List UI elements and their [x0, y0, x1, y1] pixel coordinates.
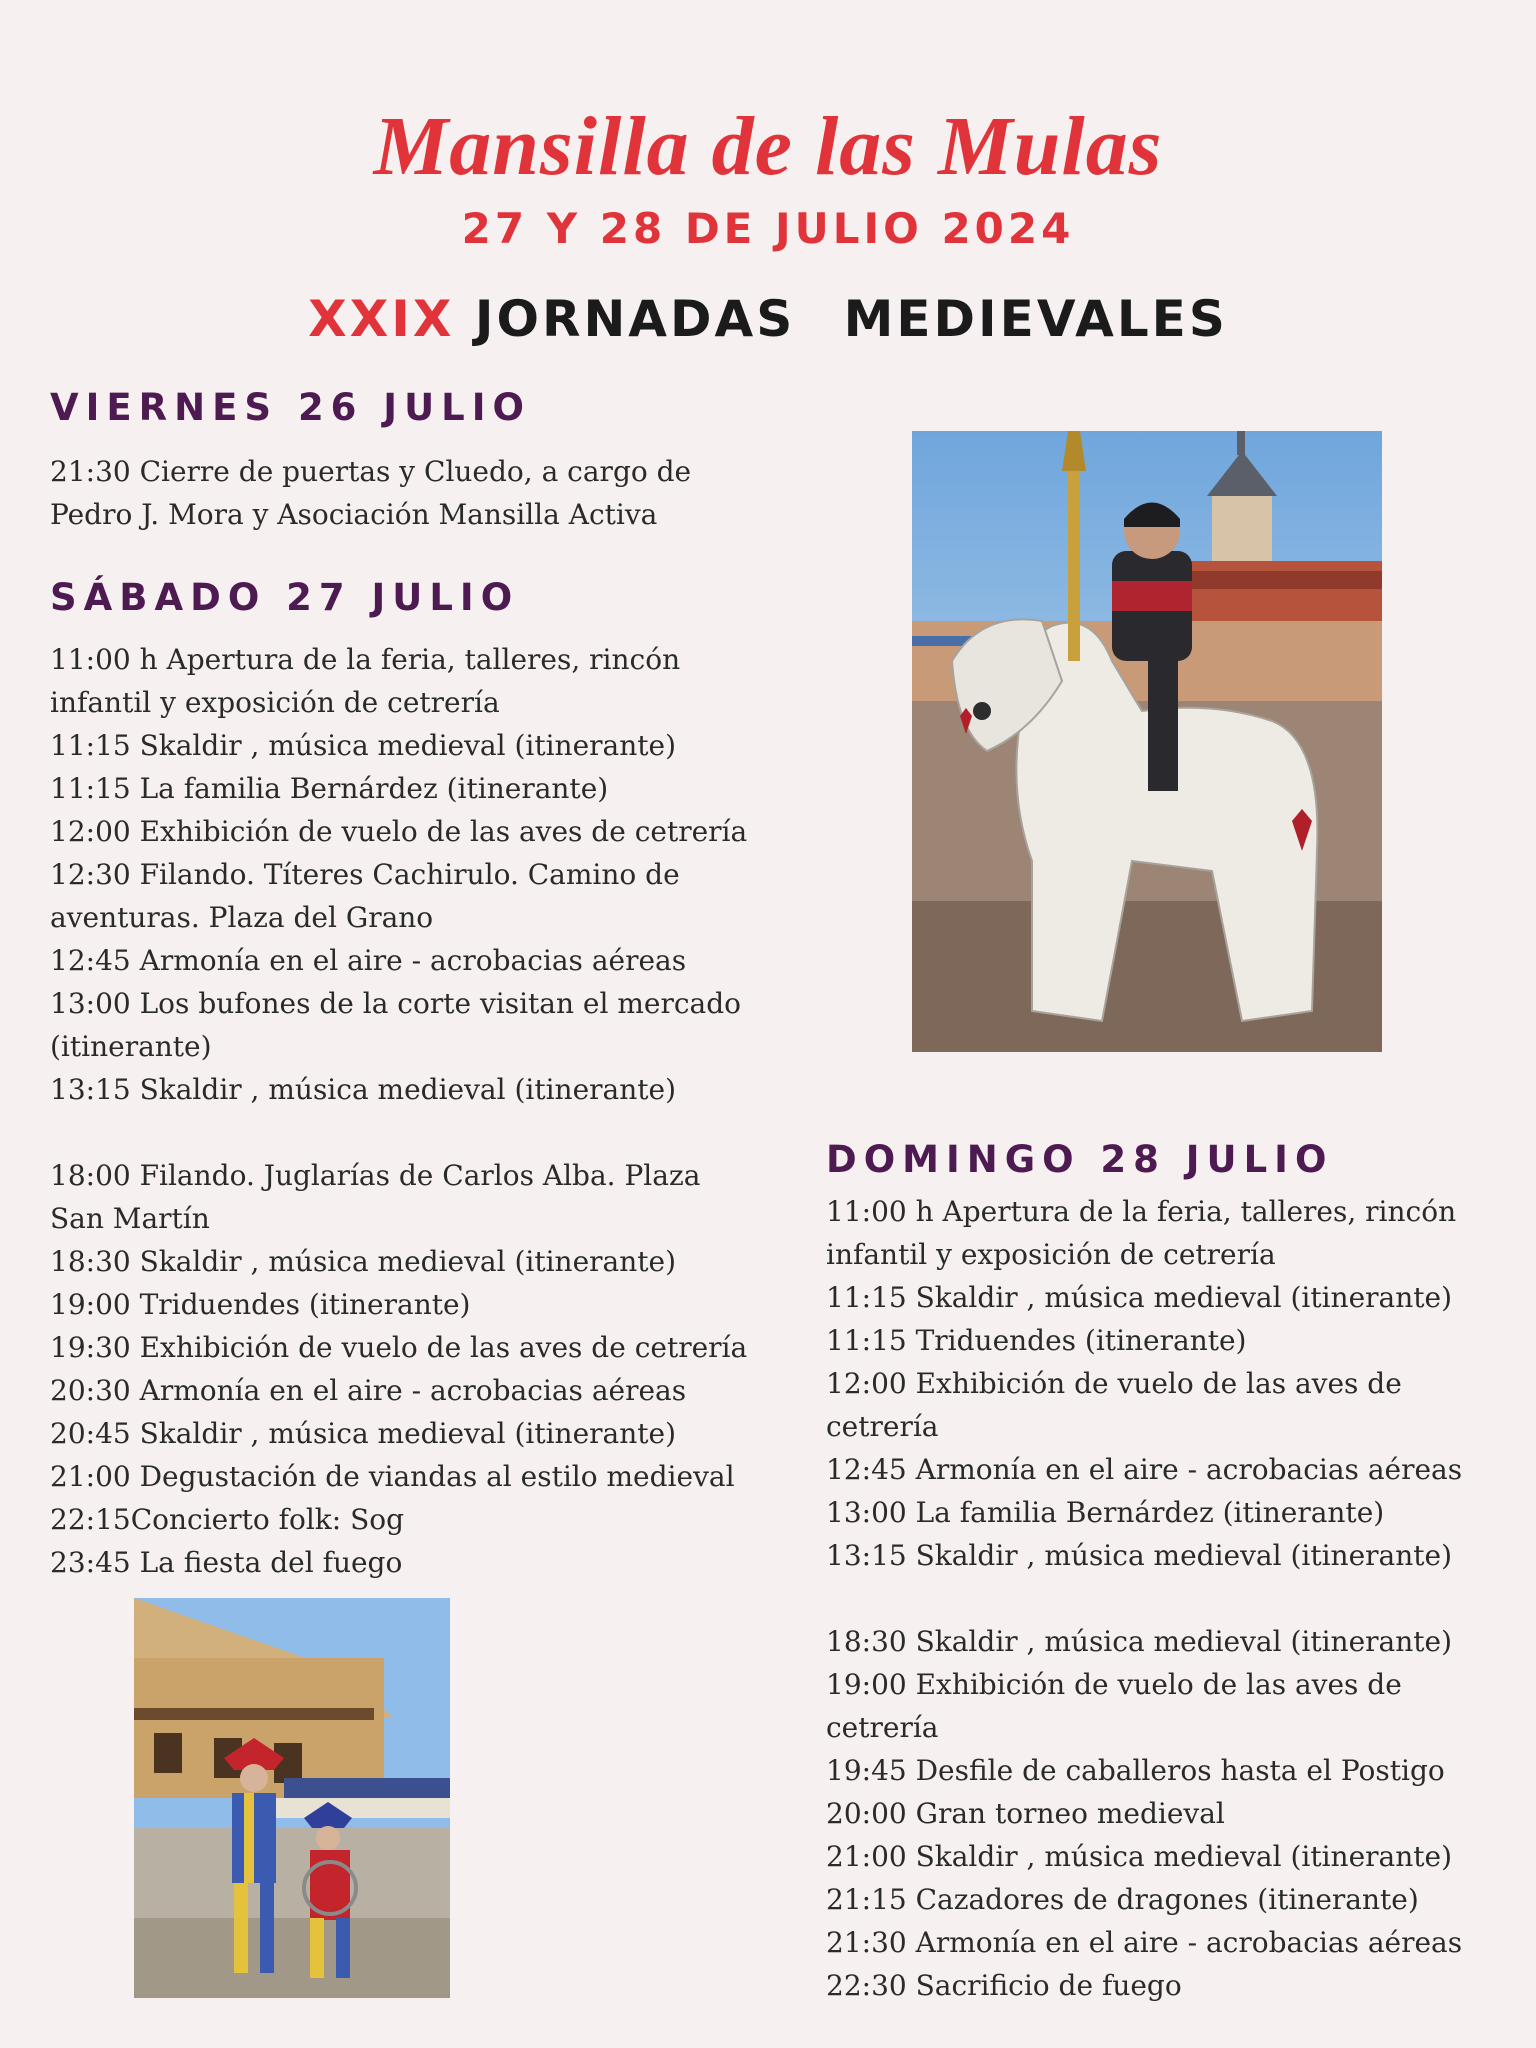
schedule-line: 13:00 Los bufones de la corte visitan el mercado	[50, 987, 742, 1020]
schedule-line: 21:00 Skaldir , música medieval (itinerante)	[826, 1840, 1453, 1873]
saturday-schedule	[50, 638, 790, 1584]
schedule-line: San Martín	[50, 1202, 210, 1235]
schedule-line: 23:45 La fiesta del fuego	[50, 1546, 403, 1579]
sunday-heading: DOMINGO 28 JULIO	[826, 1138, 1334, 1181]
schedule-line: 21:00 Degustación de viandas al estilo medieval	[50, 1460, 735, 1493]
schedule-line: 19:45 Desfile de caballeros hasta el Postigo	[826, 1754, 1445, 1787]
schedule-line: 11:15 Triduendes (itinerante)	[826, 1324, 1247, 1357]
edition-number: XXIX	[308, 290, 455, 348]
schedule-line: infantil y exposición de cetrería	[50, 686, 500, 719]
schedule-line: cetrería	[826, 1711, 939, 1744]
knight-on-horse-photo	[912, 431, 1382, 1052]
subtitle-word-medievales: MEDIEVALES	[843, 290, 1228, 348]
schedule-line: 21:30 Cierre de puertas y Cluedo, a cargo de	[50, 455, 692, 488]
jesters-photo	[134, 1598, 450, 1998]
schedule-line: infantil y exposición de cetrería	[826, 1238, 1276, 1271]
schedule-line: 18:30 Skaldir , música medieval (itinerante)	[826, 1625, 1453, 1658]
schedule-line: 11:00 h Apertura de la feria, talleres, rincón	[826, 1195, 1457, 1228]
sunday-schedule	[826, 1190, 1484, 2007]
schedule-line: 20:30 Armonía en el aire - acrobacias aéreas	[50, 1374, 687, 1407]
schedule-line: 19:00 Exhibición de vuelo de las aves de	[826, 1668, 1402, 1701]
schedule-line: 12:45 Armonía en el aire - acrobacias aéreas	[50, 944, 687, 977]
schedule-line: 22:30 Sacrificio de fuego	[826, 1969, 1182, 2002]
saturday-heading: SÁBADO 27 JULIO	[50, 576, 520, 619]
poster-title: Mansilla de las Mulas	[373, 100, 1163, 193]
schedule-line: 13:15 Skaldir , música medieval (itinerante)	[50, 1073, 677, 1106]
schedule-line: 20:00 Gran torneo medieval	[826, 1797, 1225, 1830]
schedule-line: 22:15Concierto folk: Sog	[50, 1503, 405, 1536]
schedule-line: 13:00 La familia Bernárdez (itinerante)	[826, 1496, 1385, 1529]
schedule-line: 11:15 La familia Bernárdez (itinerante)	[50, 772, 609, 805]
schedule-line: 11:15 Skaldir , música medieval (itinerante)	[50, 729, 677, 762]
schedule-line: cetrería	[826, 1410, 939, 1443]
schedule-line: 12:00 Exhibición de vuelo de las aves de	[826, 1367, 1402, 1400]
schedule-line: 13:15 Skaldir , música medieval (itinerante)	[826, 1539, 1453, 1572]
schedule-line: 12:00 Exhibición de vuelo de las aves de cetrería	[50, 815, 748, 848]
schedule-line: 18:30 Skaldir , música medieval (itinerante)	[50, 1245, 677, 1278]
schedule-line: (itinerante)	[50, 1030, 212, 1063]
event-subtitle	[0, 290, 1536, 348]
subtitle-word-jornadas: JORNADAS	[474, 290, 796, 348]
schedule-line: 11:00 h Apertura de la feria, talleres, rincón	[50, 643, 681, 676]
schedule-line: 19:30 Exhibición de vuelo de las aves de cetrería	[50, 1331, 748, 1364]
schedule-line: 20:45 Skaldir , música medieval (itinerante)	[50, 1417, 677, 1450]
schedule-line: 11:15 Skaldir , música medieval (itinerante)	[826, 1281, 1453, 1314]
schedule-line: 18:00 Filando. Juglarías de Carlos Alba. Plaza	[50, 1159, 701, 1192]
schedule-line: aventuras. Plaza del Grano	[50, 901, 434, 934]
schedule-line: 19:00 Triduendes (itinerante)	[50, 1288, 471, 1321]
event-dates: 27 Y 28 DE JULIO 2024	[461, 204, 1075, 253]
schedule-line: Pedro J. Mora y Asociación Mansilla Activa	[50, 498, 658, 531]
schedule-line: 12:45 Armonía en el aire - acrobacias aéreas	[826, 1453, 1463, 1486]
friday-schedule	[50, 450, 770, 536]
schedule-line: 21:30 Armonía en el aire - acrobacias aéreas	[826, 1926, 1463, 1959]
schedule-line: 21:15 Cazadores de dragones (itinerante)	[826, 1883, 1419, 1916]
schedule-line: 12:30 Filando. Títeres Cachirulo. Camino de	[50, 858, 680, 891]
friday-heading: VIERNES 26 JULIO	[50, 386, 531, 429]
